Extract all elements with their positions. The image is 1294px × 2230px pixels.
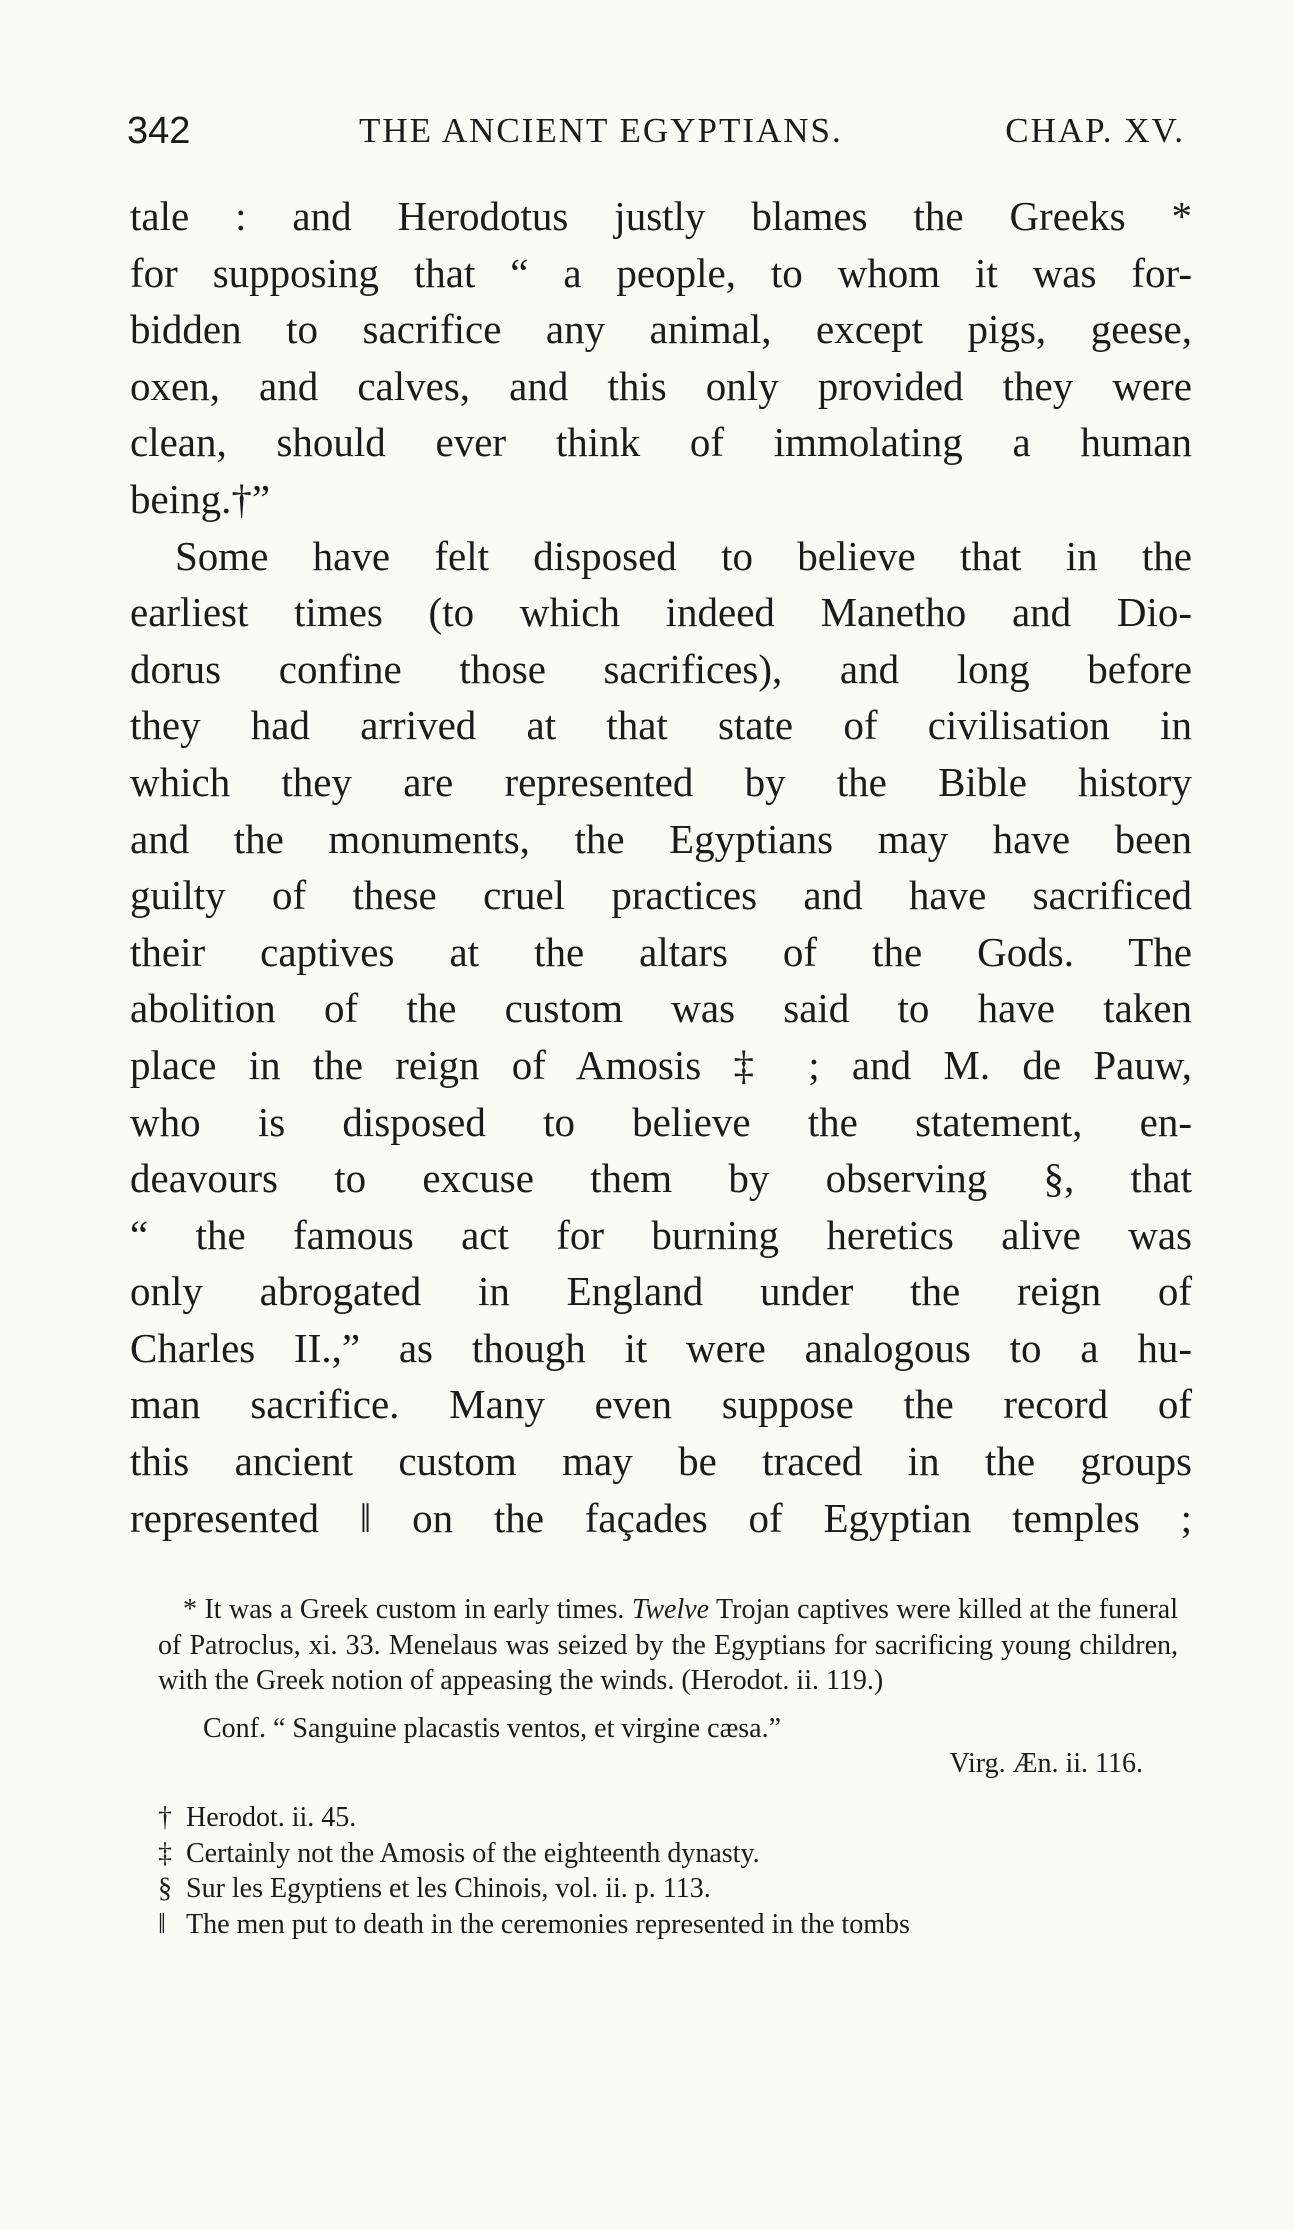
page-number: 342 xyxy=(127,110,191,152)
text-line: represented ‖ on the façades of Egyptian temples ; xyxy=(130,1494,1192,1541)
footnote-parallel xyxy=(158,1907,1178,1943)
text-line: earliest times (to which indeed Manetho and Dio- xyxy=(130,589,1192,636)
footnote-mark: ‡ xyxy=(158,1837,172,1869)
text-line: they had arrived at that state of civilisation in xyxy=(130,702,1192,749)
text-line: clean, should ever think of immolating a human xyxy=(130,419,1192,466)
footnote-text: Trojan captives were killed at the funeral of Patroclus, xi. 33. Menelaus was seized by the Egyptians for sacrificing young children, with the Greek notion of appeasing the winds. (Herodot. ii. 119.) xyxy=(158,1594,1178,1697)
text-line: deavours to excuse them by observing §, that xyxy=(130,1155,1192,1202)
text-line: which they are represented by the Bible history xyxy=(130,758,1192,805)
footnote-dagger xyxy=(158,1800,1178,1836)
footnote-mark: § xyxy=(158,1873,172,1905)
footnotes xyxy=(158,1592,1178,1942)
footnote-list xyxy=(158,1800,1178,1942)
text-line: Some have felt disposed to believe that in the xyxy=(175,532,1192,579)
text-line: only abrogated in England under the reign of xyxy=(130,1268,1192,1315)
text-line: bidden to sacrifice any animal, except pigs, geese, xyxy=(130,306,1192,353)
chapter-label: CHAP. XV. xyxy=(1005,111,1185,150)
text-line: place in the reign of Amosis ‡ ; and M. de Pauw, xyxy=(130,1041,1192,1088)
running-header xyxy=(127,108,1185,154)
text-line: dorus confine those sacrifices), and long before xyxy=(130,645,1192,692)
text-line: guilty of these cruel practices and have sacrificed xyxy=(130,872,1192,919)
footnote-text: Herodot. ii. 45. xyxy=(186,1801,357,1833)
text-line: man sacrifice. Many even suppose the record of xyxy=(130,1381,1192,1428)
quote-citation: Virg. Æn. ii. 116. xyxy=(949,1748,1143,1780)
footnote-double-dagger xyxy=(158,1836,1178,1872)
footnote-mark: ‖ xyxy=(158,1908,166,1940)
text-line: being.†” xyxy=(130,475,271,522)
text-line: this ancient custom may be traced in the groups xyxy=(130,1438,1192,1485)
footnote-text: * It was a Greek custom in early times. xyxy=(183,1594,625,1625)
text-line: for supposing that “ a people, to whom it was for- xyxy=(130,249,1192,296)
text-line: tale : and Herodotus justly blames the Greeks * xyxy=(130,193,1192,239)
footnote-section xyxy=(158,1871,1178,1907)
footnote-text: Sur les Egyptiens et les Chinois, vol. ii. p. 113. xyxy=(186,1873,711,1905)
text-line: who is disposed to believe the statement, en- xyxy=(130,1098,1192,1145)
footnote-text: Certainly not the Amosis of the eighteenth dynasty. xyxy=(186,1837,760,1869)
text-line: and the monuments, the Egyptians may have been xyxy=(130,815,1192,862)
footnote-mark: † xyxy=(158,1801,172,1833)
footnote-text: The men put to death in the ceremonies represented in the tombs xyxy=(186,1908,910,1940)
main-text xyxy=(130,188,1192,1546)
text-line: abolition of the custom was said to have taken xyxy=(130,985,1192,1032)
text-line: their captives at the altars of the Gods. The xyxy=(130,928,1192,975)
text-line: oxen, and calves, and this only provided they were xyxy=(130,362,1192,409)
latin-quote: Conf. “ Sanguine placastis ventos, et virgine cæsa.” xyxy=(203,1712,782,1744)
footnote-italic: Twelve xyxy=(631,1594,710,1625)
book-title: THE ANCIENT EGYPTIANS. xyxy=(359,111,843,150)
text-line: Charles II.,” as though it were analogous to a hu- xyxy=(130,1324,1192,1371)
footnote-star xyxy=(158,1592,1178,1699)
text-line: “ the famous act for burning heretics alive was xyxy=(130,1211,1192,1258)
